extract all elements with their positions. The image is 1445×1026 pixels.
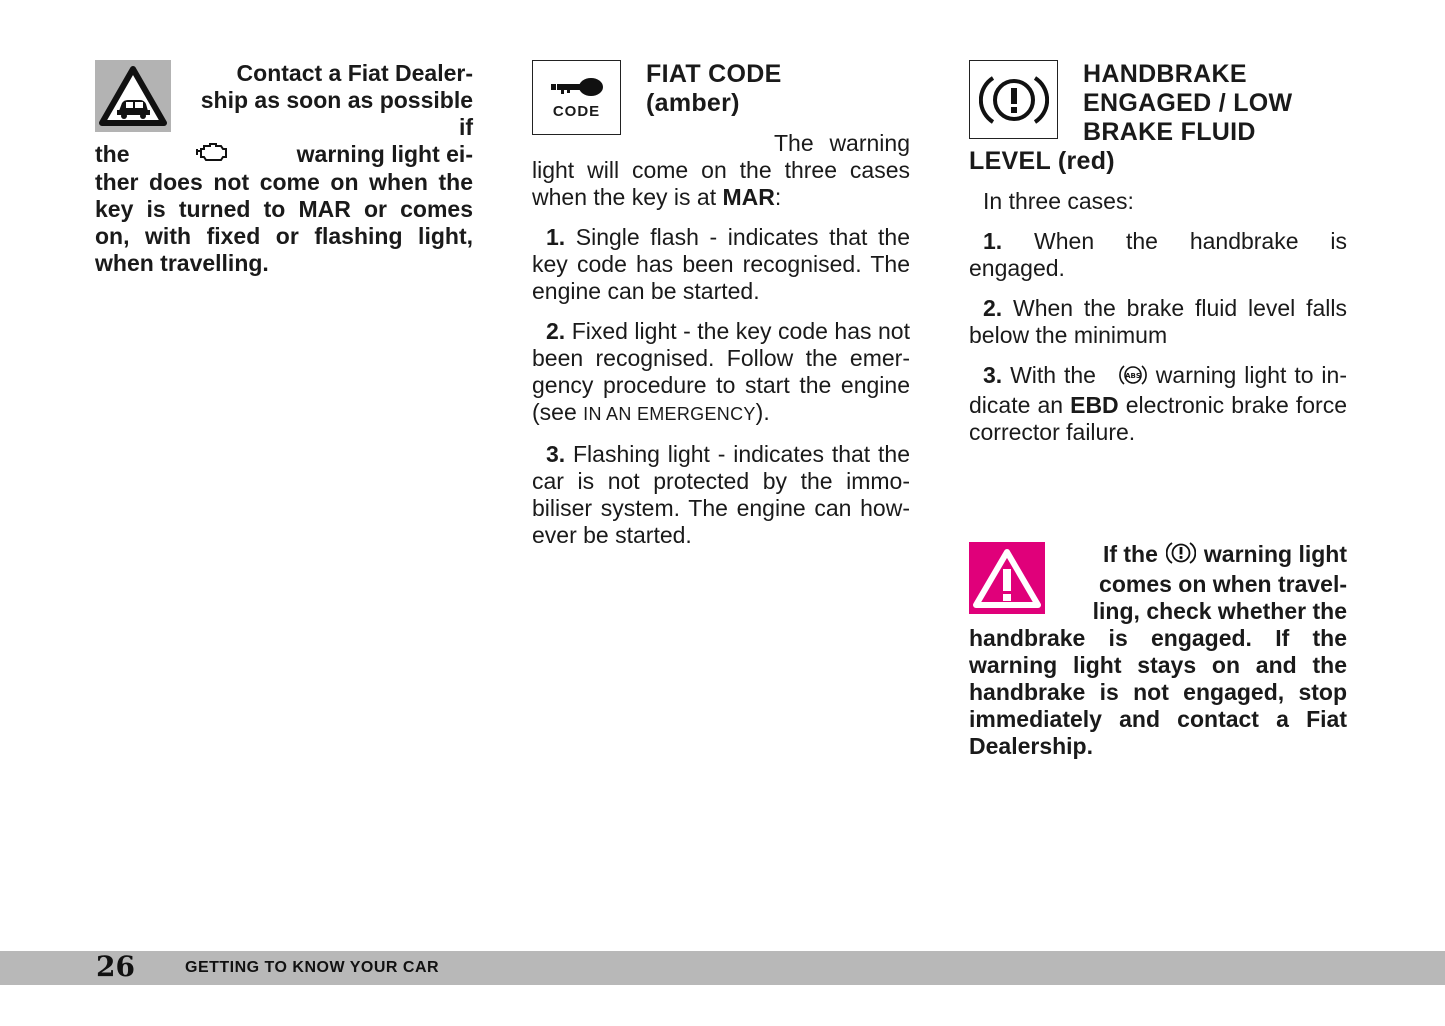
fiat-code-heading: FIAT CODE (amber) [646,60,782,117]
column-middle [532,60,910,549]
handbrake-item-2: 2. When the brake fluid level falls below the minimum [969,295,1347,348]
fiat-code-item-3: 3. Flashing light - indicates that the car is not protected by the immo-biliser system. The engine can how-ever be started. [532,441,910,548]
svg-text:ABS: ABS [1124,372,1141,380]
warning-triangle-icon [969,542,1045,614]
fiat-code-item-2: 2. Fixed light - the key code has not been recognised. Follow the emer-gency procedure to start the engine (see IN AN EMERGENCY). [532,318,910,425]
code-icon-label: CODE [552,103,601,120]
fiat-code-item-1: 1. Single flash - indicates that the key code has been recognised. The engine can be started. [532,224,910,304]
handbrake-intro: In three cases: [983,188,1134,214]
handbrake-item-1: 1. When the handbrake is engaged. [969,228,1347,281]
handbrake-heading: HANDBRAKE ENGAGED / LOW BRAKE FLUID LEVEL (red) [969,60,1293,175]
handbrake-warning-block [969,541,1347,760]
brake-warning-small-icon [1166,541,1196,571]
abs-icon [1104,364,1148,392]
warning-triangle-car-icon [95,60,171,132]
column-right [969,60,1347,760]
engine-check-icon [196,141,230,169]
fiat-code-intro: The warning light will come on the three cases when the key is at MAR: [532,130,910,210]
brake-warning-icon [969,60,1058,139]
handbrake-warning-line-3: ling, check whether the [1092,598,1347,624]
warning-line-1: Contact a Fiat Dealer- [236,60,473,86]
key-code-icon [532,60,621,135]
handbrake-warning-line-2: comes on when travel- [1099,571,1347,597]
handbrake-item-3: 3. With the ABS warning light to in-dicate an EBD electronic brake force corrector failure. [969,362,1347,445]
page-number: 26 [96,950,135,983]
warning-line-2: ship as soon as possible if [200,87,473,140]
handbrake-warning-line-1: If the warning light [1055,541,1347,571]
warning-paragraph: ther does not come on when the key is turned to MAR or comes on, with fixed or flashing light, when travelling. [95,169,474,276]
warning-line-3: the warning light ei- [95,141,473,167]
section-title: GETTING TO KNOW YOUR CAR [185,959,440,976]
column-left [95,60,473,277]
handbrake-warning-paragraph: handbrake is engaged. If the warning light stays on and the handbrake is not engaged, stop immediately and contact a Fiat Dealership. [969,625,1347,759]
